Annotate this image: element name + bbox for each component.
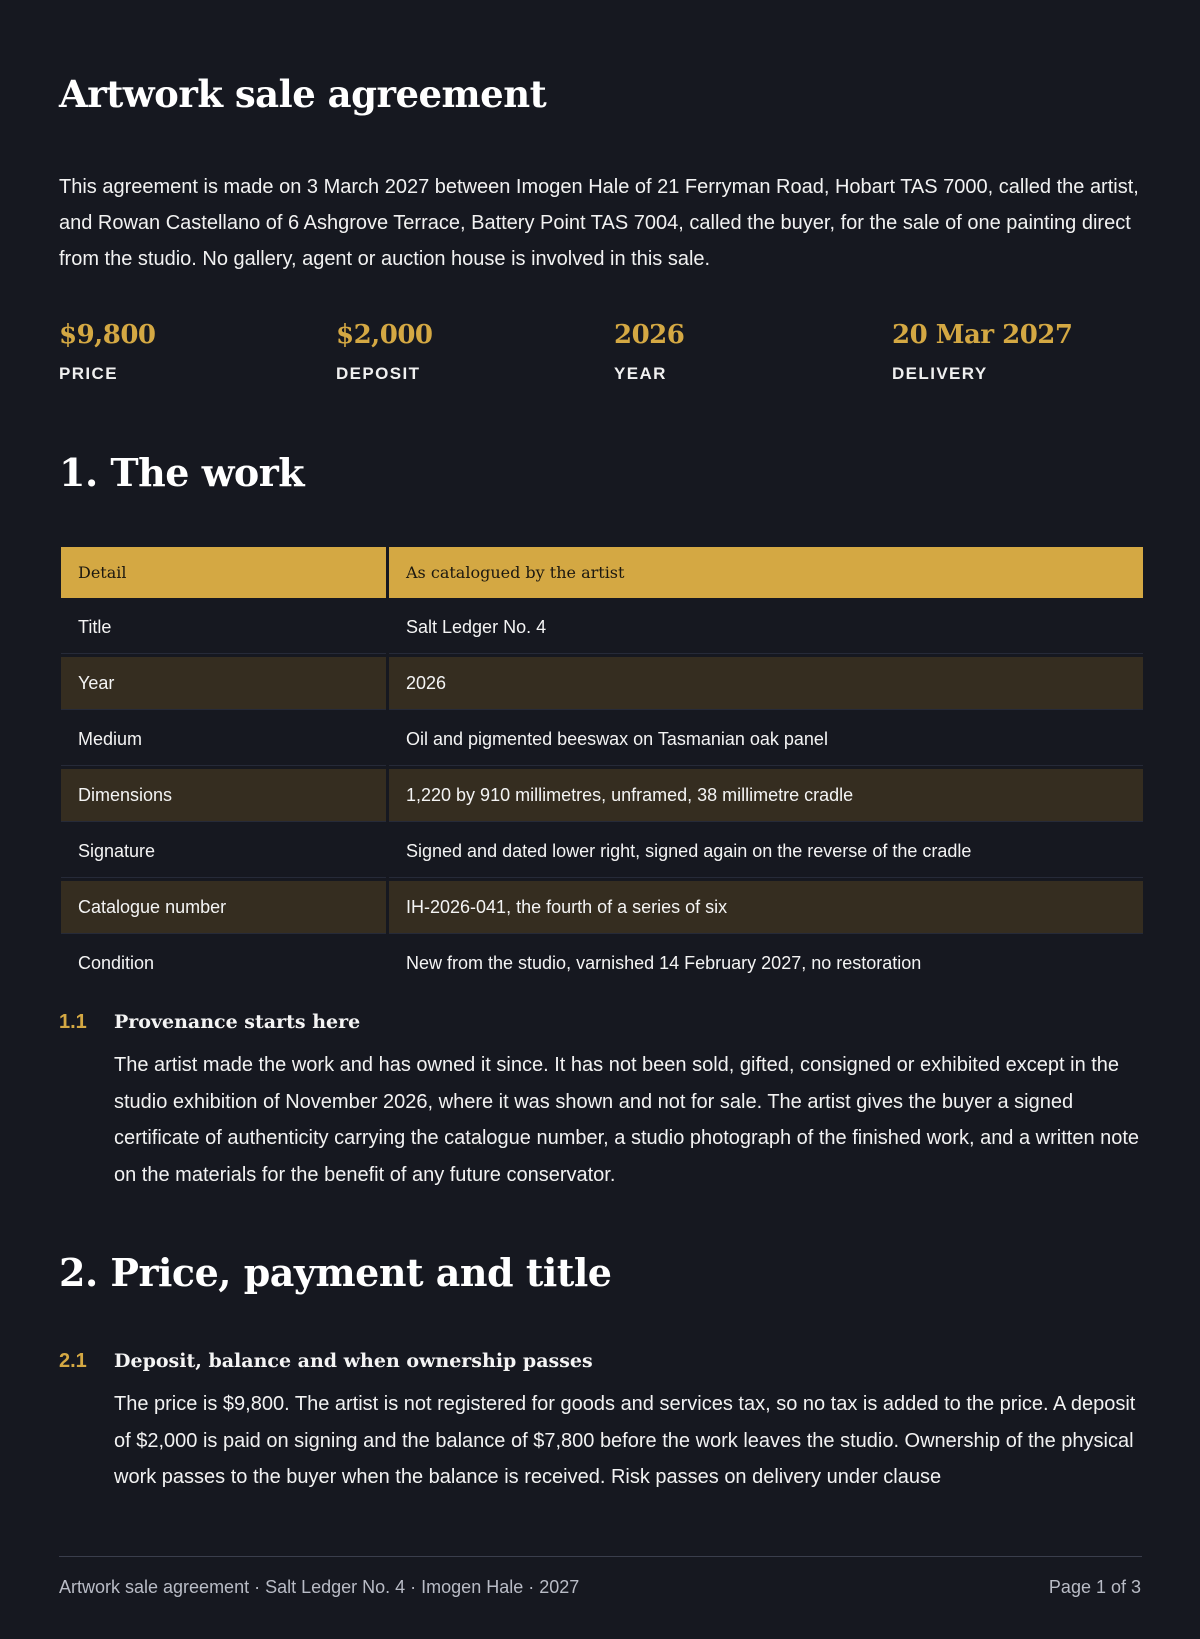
table-header-row	[61, 547, 1143, 598]
table-cell-value: 1,220 by 910 millimetres, unframed, 38 millimetre cradle	[389, 769, 1143, 822]
table-cell-value: Salt Ledger No. 4	[389, 601, 1143, 654]
table-cell-label: Medium	[61, 713, 386, 766]
fact-label: DELIVERY	[892, 364, 988, 383]
footer-divider	[59, 1556, 1142, 1557]
clause-number: 1.1	[59, 1011, 87, 1033]
section-2-title: 2. Price, payment and title	[59, 1250, 612, 1295]
table-row	[61, 657, 1143, 710]
clause-body: The artist made the work and has owned it since. It has not been sold, gifted, consigned or exhibited except in the studio exhibition of November 2026, where it was shown and not for sale. The artist gives the buyer a signed certificate of authenticity carrying the catalogue number, a studio photograph of the finished work, and a written note on the materials for the benefit of any future conservator.	[114, 1054, 1140, 1186]
fact-value: $2,000	[336, 320, 433, 350]
table-row	[61, 825, 1143, 878]
intro-paragraph: This agreement is made on 3 March 2027 between Imogen Hale of 21 Ferryman Road, Hobart TAS 7000, called the artist, and Rowan Castellano of 6 Ashgrove Terrace, Battery Point TAS 7004, called the buyer, for the sale of one painting direct from the studio. No gallery, agent or auction house is involved in this sale.	[59, 176, 1139, 270]
fact-year	[614, 320, 684, 384]
fact-label: DEPOSIT	[336, 364, 421, 383]
table-cell-label: Catalogue number	[61, 881, 386, 934]
fact-value: $9,800	[59, 320, 156, 350]
clause-heading: Deposit, balance and when ownership passes	[114, 1350, 593, 1372]
table-cell-label: Condition	[78, 952, 155, 973]
work-details-table	[58, 544, 1146, 992]
table-row	[61, 713, 1143, 766]
table-cell-label: Title	[61, 601, 386, 654]
fact-label: YEAR	[614, 364, 667, 383]
key-facts	[59, 320, 1179, 400]
section-1-title: 1. The work	[59, 450, 305, 495]
clause-body: The price is $9,800. The artist is not registered for goods and services tax, so no tax is added to the price. A deposit of $2,000 is paid on signing and the balance of $7,800 before the work leaves the studio. Ownership of the physical work passes to the buyer when the balance is received. Risk passes on delivery under clause	[114, 1393, 1136, 1488]
table-row	[61, 769, 1143, 822]
footer-document-info: Artwork sale agreement · Salt Ledger No. 4 · Imogen Hale · 2027	[59, 1577, 580, 1597]
document-title: Artwork sale agreement	[59, 72, 547, 116]
table-cell-label: Dimensions	[61, 769, 386, 822]
fact-price	[59, 320, 156, 384]
clause-heading: Provenance starts here	[114, 1011, 361, 1033]
table-row	[61, 601, 1143, 654]
table-header-detail: Detail	[61, 547, 386, 598]
table-cell-value: IH-2026-041, the fourth of a series of six	[389, 881, 1143, 934]
table-cell-label: Year	[61, 657, 386, 710]
table-cell-label: Signature	[61, 825, 386, 878]
table-cell-value: New from the studio, varnished 14 February 2027, no restoration	[406, 952, 922, 973]
table-cell-value: Signed and dated lower right, signed again on the reverse of the cradle	[389, 825, 1143, 878]
fact-deposit	[336, 320, 433, 384]
table-header-catalogue: As catalogued by the artist	[389, 547, 1143, 598]
table-cell-value: Oil and pigmented beeswax on Tasmanian oak panel	[389, 713, 1143, 766]
fact-delivery	[892, 320, 1072, 384]
table-row	[61, 881, 1143, 934]
fact-value: 2026	[614, 320, 685, 350]
fact-label: PRICE	[59, 364, 118, 383]
table-row	[61, 937, 1143, 989]
table-cell-value: 2026	[389, 657, 1143, 710]
clause-number: 2.1	[59, 1350, 87, 1372]
footer-page-number: Page 1 of 3	[1048, 1577, 1141, 1597]
fact-value: 20 Mar 2027	[892, 320, 1073, 350]
